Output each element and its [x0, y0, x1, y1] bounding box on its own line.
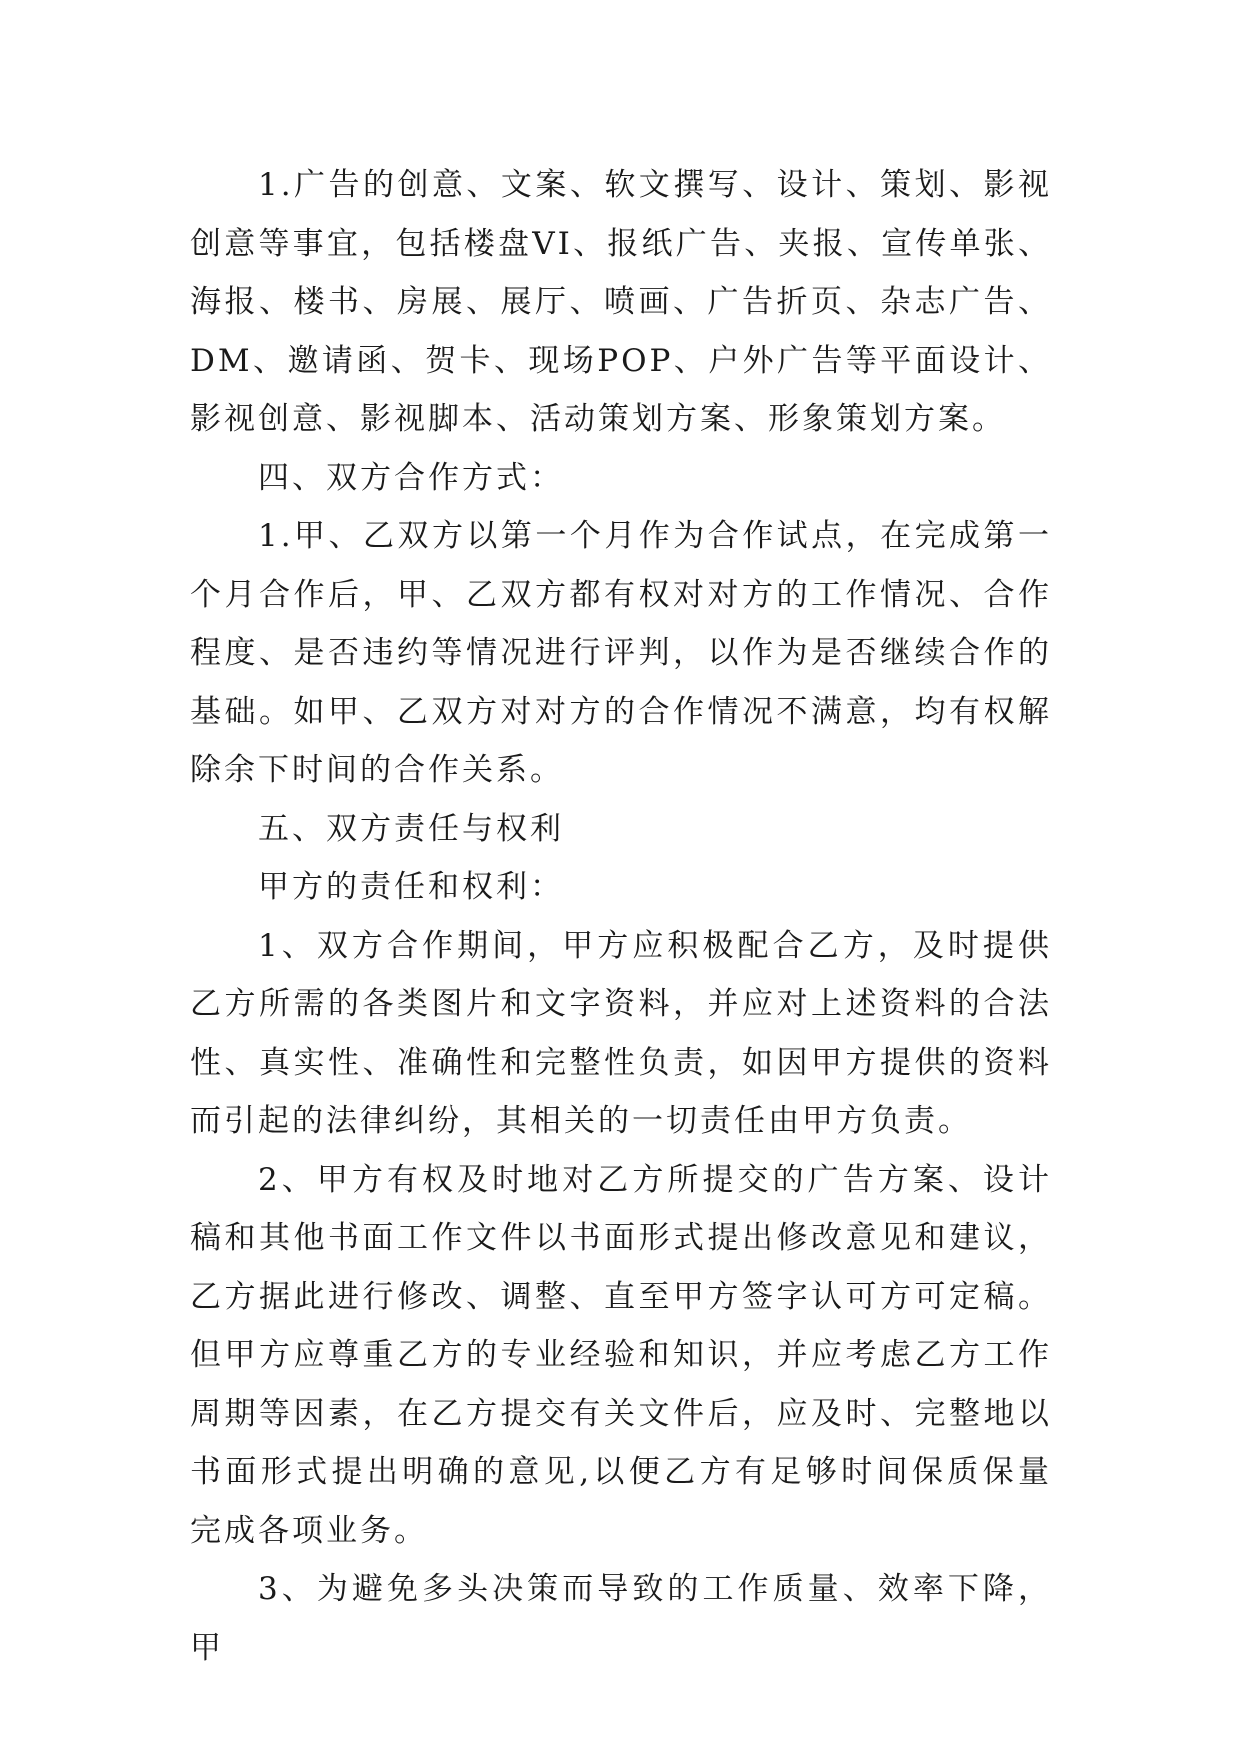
paragraph-party-a-item-1: 1、双方合作期间，甲方应积极配合乙方，及时提供乙方所需的各类图片和文字资料，并应对上述资料的合法性、真实性、准确性和完整性负责，如因甲方提供的资料而引起的法律纠纷，其相关的一切责任由甲方负责。: [190, 927, 1052, 1139]
paragraph-party-a-item-2: 2、甲方有权及时地对乙方所提交的广告方案、设计稿和其他书面工作文件以书面形式提出修改意见和建议，乙方据此进行修改、调整、直至甲方签字认可方可定稿。但甲方应尊重乙方的专业经验和知识，并应考虑乙方工作周期等因素，在乙方提交有关文件后，应及时、完整地以书面形式提出明确的意见,以便乙方有足够时间保质保量完成各项业务。: [190, 1161, 1052, 1549]
subheading-party-a: 甲方的责任和权利：: [258, 869, 564, 905]
paragraph-party-a-item-3: 3、为避免多头决策而导致的工作质量、效率下降，甲: [190, 1571, 1052, 1666]
section-heading-responsibilities: 五、双方责任与权利: [258, 810, 564, 847]
paragraph-scope-item-1: 1.广告的创意、文案、软文撰写、设计、策划、影视创意等事宜，包括楼盘VI、报纸广告、夹报、宣传单张、海报、楼书、房展、展厅、喷画、广告折页、杂志广告、DM、邀请函、贺卡、现场POP、户外广告等平面设计、影视创意、影视脚本、活动策划方案、形象策划方案。: [190, 167, 1052, 437]
document-body: [190, 156, 1052, 1677]
section-heading-cooperation-mode: 四、双方合作方式：: [258, 459, 564, 496]
paragraph-cooperation-item-1: 1.甲、乙双方以第一个月作为合作试点，在完成第一个月合作后，甲、乙双方都有权对对方的工作情况、合作程度、是否违约等情况进行评判，以作为是否继续合作的基础。如甲、乙双方对对方的合作情况不满意，均有权解除余下时间的合作关系。: [190, 518, 1052, 788]
